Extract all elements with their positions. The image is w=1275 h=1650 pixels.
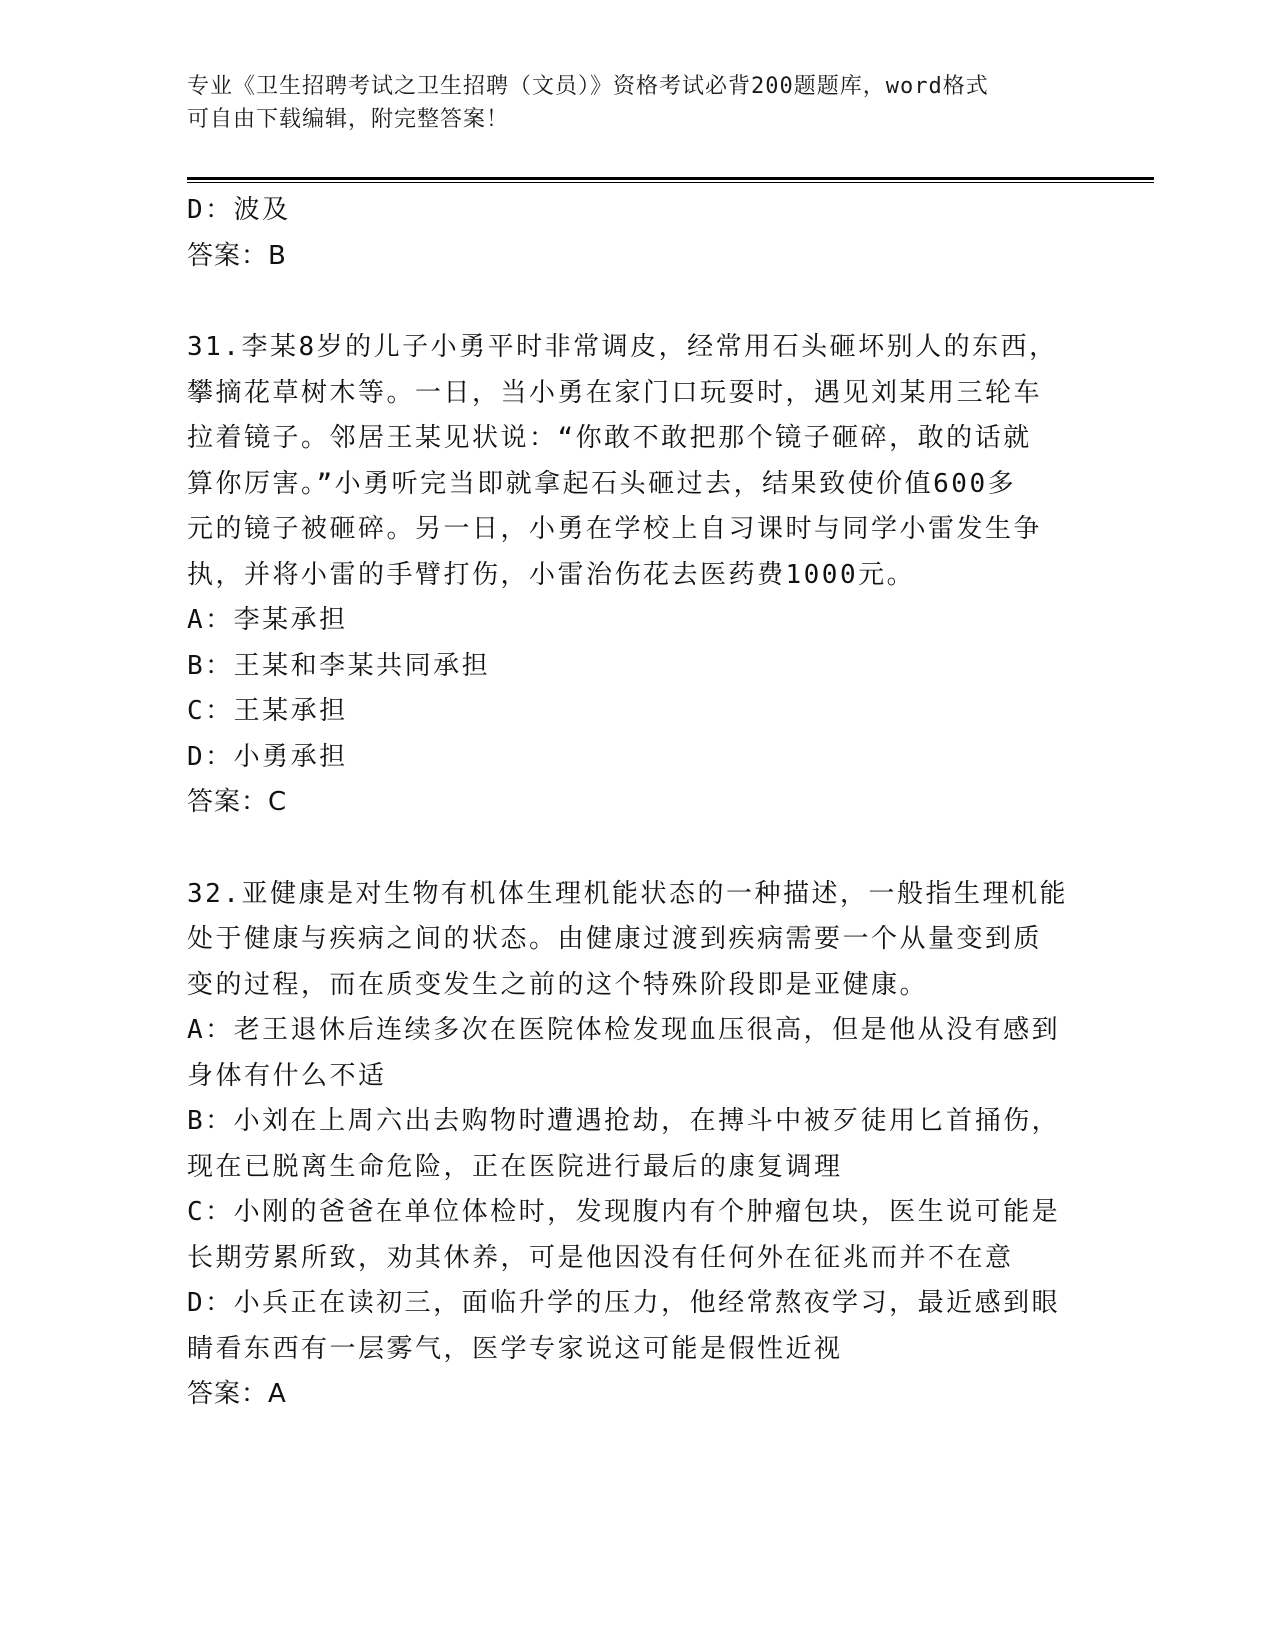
question-32-stem-line: 32.亚健康是对生物有机体生理机能状态的一种描述，一般指生理机能 — [187, 878, 1068, 909]
prev-answer: 答案：B — [187, 240, 287, 271]
question-32-option-b: B：小刘在上周六出去购物时遭遇抢劫，在搏斗中被歹徒用匕首捅伤， — [187, 1106, 1061, 1136]
question-32-stem-line: 变的过程，而在质变发生之前的这个特殊阶段即是亚健康。 — [187, 969, 929, 1000]
header-divider-thick — [187, 177, 1154, 180]
header-divider-thin — [187, 182, 1154, 183]
header-line-2: 可自由下载编辑，附完整答案！ — [187, 107, 510, 132]
question-32-option-d: D：小兵正在读初三，面临升学的压力，他经常熬夜学习，最近感到眼 — [187, 1288, 1061, 1318]
question-32-answer: 答案：A — [187, 1379, 287, 1409]
question-31-stem-line: 执，并将小雷的手臂打伤，小雷治伤花去医药费1000元。 — [187, 559, 916, 590]
question-32-option-c: C：小刚的爸爸在单位体检时，发现腹内有个肿瘤包块，医生说可能是 — [187, 1197, 1061, 1227]
document-body — [187, 188, 1077, 1418]
question-31-option-d: D：小勇承担 — [187, 741, 348, 772]
question-31-option-a: A：李某承担 — [187, 605, 348, 635]
question-31-stem-line: 攀摘花草树木等。一日，当小勇在家门口玩耍时，遇见刘某用三轮车 — [187, 377, 1043, 408]
question-32-option-c-cont: 长期劳累所致，劝其休养，可是他因没有任何外在征兆而并不在意 — [187, 1242, 1014, 1273]
question-31-option-c: C：王某承担 — [187, 696, 348, 726]
question-32 — [187, 872, 1077, 1418]
question-32-option-b-cont: 现在已脱离生命危险，正在医院进行最后的康复调理 — [187, 1151, 843, 1182]
question-31-answer: 答案：C — [187, 787, 288, 817]
question-32-option-a-cont: 身体有什么不适 — [187, 1060, 387, 1091]
question-31-stem-line: 元的镜子被砸碎。另一日，小勇在学校上自习课时与同学小雷发生争 — [187, 514, 1043, 544]
question-32-option-d-cont: 睛看东西有一层雾气，医学专家说这可能是假性近视 — [187, 1333, 843, 1364]
spacer — [187, 279, 1077, 325]
spacer — [187, 826, 1077, 872]
document-header — [187, 70, 1067, 136]
question-32-stem-line: 处于健康与疾病之间的状态。由健康过渡到疾病需要一个从量变到质 — [187, 924, 1043, 954]
question-31 — [187, 325, 1077, 826]
header-line-1: 专业《卫生招聘考试之卫生招聘（文员）》资格考试必背200题题库，word格式 — [187, 74, 989, 99]
question-32-option-a: A：老王退休后连续多次在医院体检发现血压很高，但是他从没有感到 — [187, 1015, 1061, 1045]
question-31-stem-line: 算你厉害。”小勇听完当即就拿起石头砸过去，结果致使价值600多 — [187, 468, 1017, 499]
question-31-option-b: B：王某和李某共同承担 — [187, 650, 491, 681]
prev-option-d: D：波及 — [187, 195, 291, 225]
question-31-stem-line: 拉着镜子。邻居王某见状说：“你敢不敢把那个镜子砸碎，敢的话就 — [187, 423, 1032, 453]
question-31-stem-line: 31.李某8岁的儿子小勇平时非常调皮，经常用石头砸坏别人的东西， — [187, 332, 1058, 362]
